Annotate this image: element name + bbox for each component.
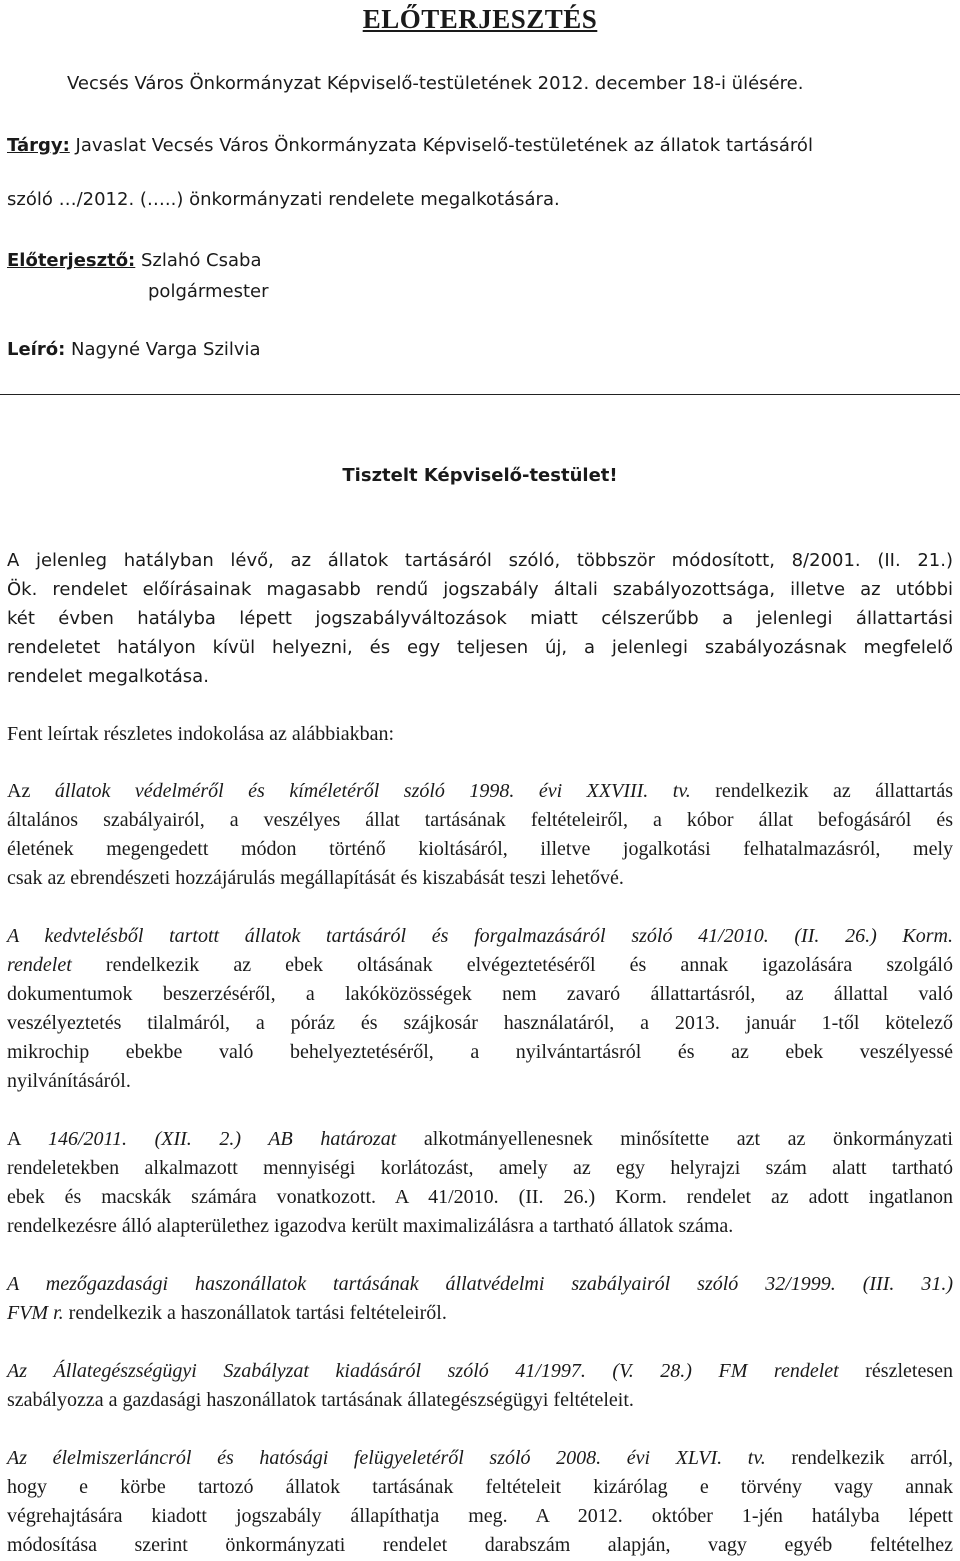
intro-line-3: két évben hatályba lépett jogszabályváltozások miatt célszerűbb a jelenlegi állattartási [7, 608, 953, 629]
food-line-1 [7, 1444, 953, 1473]
pet-line-2-rest: rendelkezik az ebek oltásának elvégeztetéséről és annak igazolására szolgáló [71, 954, 953, 976]
food-line-3: végrehajtására kiadott jogszabály állapíthatja meg. A 2012. október 1-jén hatályba lépett [7, 1505, 953, 1527]
act-line-4: csak az ebrendészeti hozzájárulás megállapítását és kiszabását teszi lehetővé. [7, 867, 624, 889]
pet-line-3: dokumentumok beszerzéséről, a lakóközösségek nem zavaró állattartásról, az állattal való [7, 983, 953, 1005]
act-line-3: életének megengedett módon történő kioltásáról, illetve jogalkotási felhatalmazásról, mely [7, 838, 953, 860]
paragraph-animal-health [7, 1357, 953, 1415]
food-line-4: módosítása szerint önkormányzati rendelet darabszám alapján, vagy egyéb feltételhez [7, 1534, 953, 1556]
act-line-1-suffix: rendelkezik az állattartás [690, 780, 953, 802]
paragraph-food-chain [7, 1444, 953, 1560]
ab-line-1-prefix: A [7, 1128, 48, 1150]
paragraph-animal-protection-act [7, 777, 953, 893]
paragraph-reasoning-lead: Fent leírtak részletes indokolása az alábbiakban: [7, 723, 395, 745]
paragraph-farm-animals [7, 1270, 953, 1328]
presenter-name: Szlahó Csaba [141, 250, 262, 271]
header-divider [0, 394, 960, 395]
pet-line-5: mikrochip ebekbe való behelyeztetéséről, a nyilvántartásról és az ebek veszélyessé [7, 1041, 953, 1063]
food-citation: Az élelmiszerláncról és hatósági felügyeletéről szóló 2008. évi XLVI. tv. [7, 1447, 766, 1469]
subject-text-1: Javaslat Vecsés Város Önkormányzata Képviselő-testületének az állatok tartásáról [75, 135, 813, 156]
health-line-2: szabályozza a gazdasági haszonállatok tartásának állategészségügyi feltételeit. [7, 1389, 634, 1411]
salutation: Tisztelt Képviselő-testület! [342, 465, 618, 486]
farm-line-1 [7, 1270, 953, 1299]
author-label: Leíró: [7, 339, 66, 360]
act-citation: állatok védelméről és kíméletéről szóló 1998. évi XXVIII. tv. [54, 780, 691, 802]
paragraph-intro [7, 546, 953, 691]
act-line-1-prefix: Az [7, 780, 55, 802]
ab-citation: 146/2011. (XII. 2.) AB határozat [47, 1128, 397, 1150]
act-line-2: általános szabályairól, a veszélyes állat tartásának feltételeiről, a kóbor állat befogásáról és [7, 809, 953, 831]
pet-line-4: veszélyeztetés tilalmáról, a póráz és szájkosár használatáról, a 2013. január 1-től kötelező [7, 1012, 953, 1034]
intro-line-4: rendeletet hatályon kívül helyezni, és egy teljesen új, a jelenlegi szabályozásnak megfelelő [7, 637, 953, 658]
food-line-2: hogy e körbe tartozó állatok tartásának feltételeit kizárólag e törvény vagy annak [7, 1476, 953, 1498]
ab-line-1-suffix: alkotmányellenesnek minősítette azt az önkormányzati [396, 1128, 953, 1150]
farm-line-2-rest: rendelkezik a haszonállatok tartási feltételeiről. [63, 1302, 447, 1324]
intro-line-2: Ök. rendelet előírásainak magasabb rendű jogszabály általi szabályozottsága, illetve az utóbbi [7, 579, 953, 600]
health-citation: Az Állategészségügyi Szabályzat kiadásáról szóló 41/1997. (V. 28.) FM rendelet [7, 1360, 839, 1382]
health-line-1-rest: részletesen [838, 1360, 953, 1382]
farm-citation-2: FVM r. [7, 1302, 64, 1324]
author-name: Nagyné Varga Szilvia [71, 339, 261, 360]
ab-line-1 [7, 1125, 953, 1154]
ab-line-3: ebek és macskák számára vonatkozott. A 41/2010. (II. 26.) Korm. rendelet az adott ingatlanon [7, 1186, 953, 1208]
farm-citation-1: A mezőgazdasági haszonállatok tartásának állatvédelmi szabályairól szóló 32/1999. (III. 31.) [7, 1273, 953, 1295]
paragraph-constitutional-decision [7, 1125, 953, 1241]
pet-citation-2: rendelet [7, 954, 72, 976]
health-line-1 [7, 1357, 953, 1386]
presenter-line [7, 247, 261, 275]
author-line [7, 336, 261, 364]
pet-line-2 [7, 951, 953, 980]
subject-line-2: szóló …/2012. (…..) önkormányzati rendelete megalkotására. [7, 189, 560, 210]
paragraph-pet-regulation [7, 922, 953, 1096]
act-line-1 [7, 777, 953, 806]
pet-citation-1: A kedvtelésből tartott állatok tartásáról és forgalmazásáról szóló 41/2010. (II. 26.) Korm. [7, 925, 953, 947]
document-title: ELŐTERJESZTÉS [362, 4, 598, 34]
intro-line-1: A jelenleg hatályban lévő, az állatok tartásáról szóló, többször módosított, 8/2001. (II. 21.) [7, 550, 953, 571]
ab-line-4: rendelkezésre álló alapterülethez igazodva került maximalizálásra a tartható állatok száma. [7, 1215, 734, 1237]
subject-label: Tárgy: [7, 135, 70, 156]
subject-line-1 [7, 132, 813, 160]
pet-line-1 [7, 922, 953, 951]
meeting-line: Vecsés Város Önkormányzat Képviselő-testületének 2012. december 18-i ülésére. [67, 73, 804, 94]
ab-line-2: rendeletekben alkalmazott mennyiségi korlátozást, amely az egy helyrajzi szám alatt tartható [7, 1157, 953, 1179]
intro-line-5: rendelet megalkotása. [7, 666, 209, 687]
farm-line-2 [7, 1299, 953, 1328]
presenter-role: polgármester [148, 281, 269, 302]
food-line-1-rest: rendelkezik arról, [765, 1447, 953, 1469]
presenter-label: Előterjesztő: [7, 250, 136, 271]
pet-line-6: nyilvánításáról. [7, 1070, 131, 1092]
